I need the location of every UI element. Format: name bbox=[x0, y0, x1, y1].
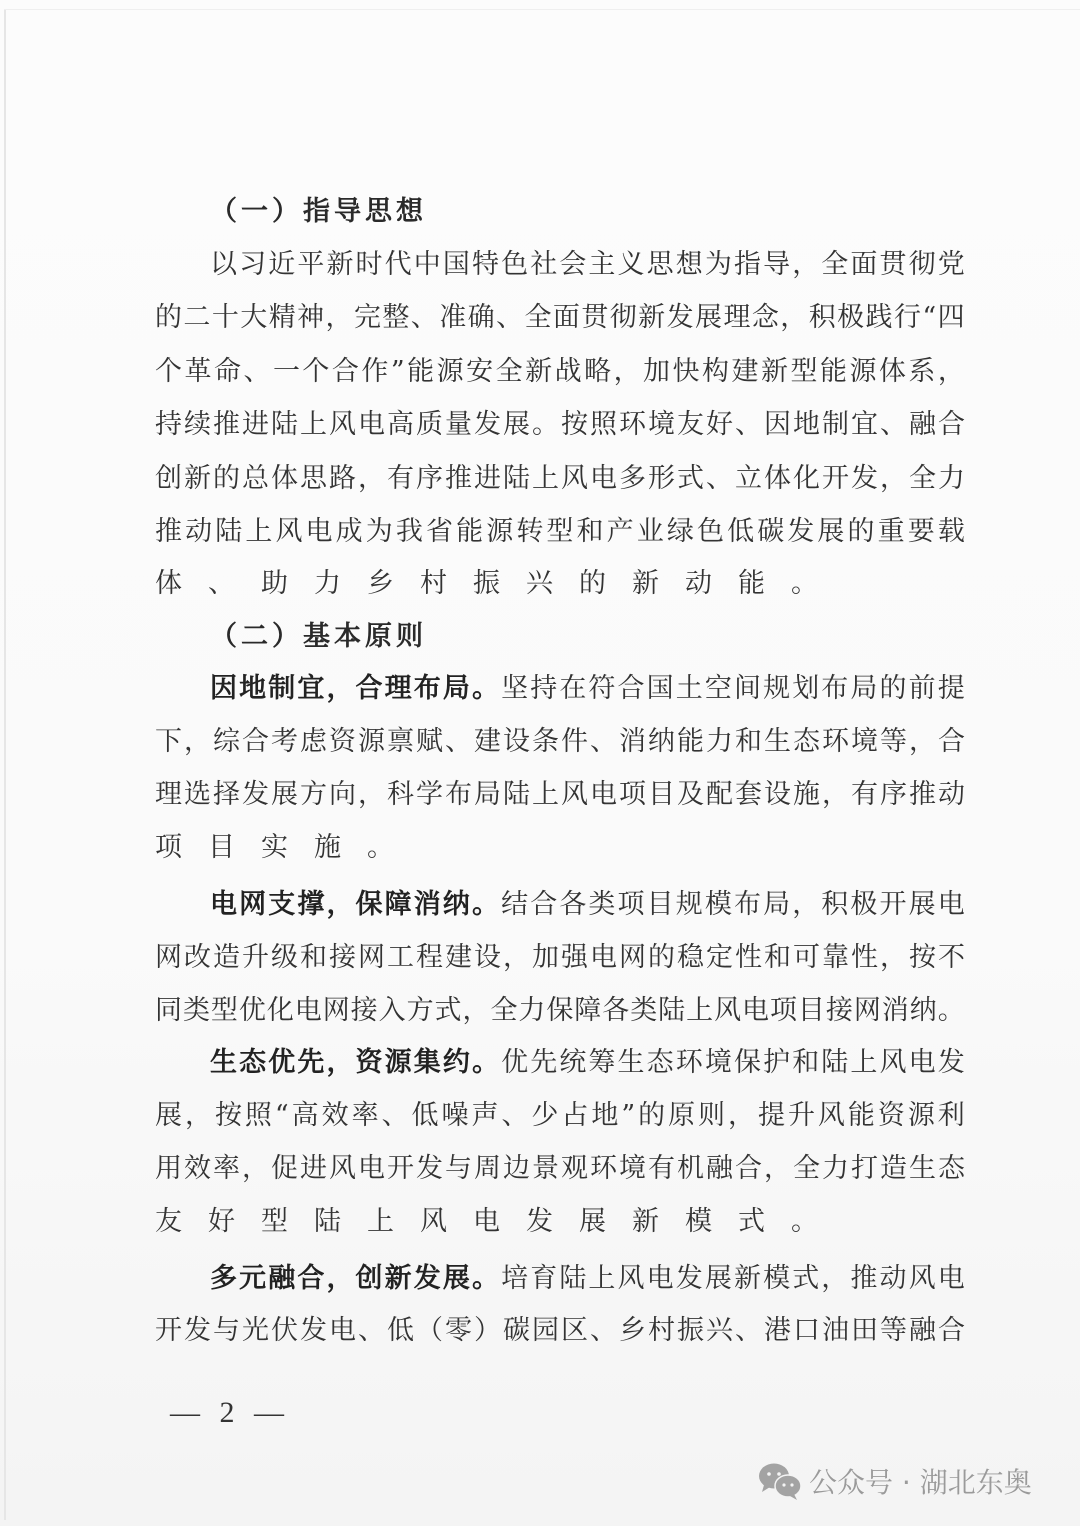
section-heading: （ 二 ） 基 本 原 则 bbox=[210, 621, 423, 652]
text-line: 用 效 率 ， 促 进 风 电 开 发 与 周 边 景 观 环 境 有 机 融 合 ， 全 力 打 造 生 态 bbox=[155, 1153, 965, 1184]
text-line: 下 ， 综 合 考 虑 资 源 禀 赋 、 建 设 条 件 、 消 纳 能 力 和 生 态 环 境 等 ， 合 bbox=[155, 726, 965, 757]
text-line: 的 二 十 大 精 神 ， 完 整 、 准 确 、 全 面 贯 彻 新 发 展 理 念 ， 积 极 践 行 “ 四 bbox=[155, 302, 965, 333]
watermark bbox=[757, 1459, 1032, 1503]
watermark-text: 公众号 · 湖北东奥 bbox=[809, 1466, 1032, 1499]
wechat-icon bbox=[757, 1461, 803, 1501]
text-line: 因 地 制 宜 ， 合 理 布 局 。 坚 持 在 符 合 国 土 空 间 规 划 布 局 的 前 提 bbox=[210, 673, 965, 704]
text-line: 电 网 支 撑 ， 保 障 消 纳 。 结 合 各 类 项 目 规 模 布 局 ， 积 极 开 展 电 bbox=[210, 889, 965, 920]
text-line: 开 发 与 光 伏 发 电 、 低 （ 零 ） 碳 园 区 、 乡 村 振 兴 、 港 口 油 田 等 融 合 bbox=[155, 1315, 965, 1346]
scan-edge-line bbox=[4, 10, 6, 1520]
text-line: 网 改 造 升 级 和 接 网 工 程 建 设 ， 加 强 电 网 的 稳 定 性 和 可 靠 性 ， 按 不 bbox=[155, 942, 965, 973]
text-line: 友 好 型 陆 上 风 电 发 展 新 模 式 。 bbox=[155, 1206, 818, 1237]
scan-top-line bbox=[4, 9, 1080, 10]
text-line: 以 习 近 平 新 时 代 中 国 特 色 社 会 主 义 思 想 为 指 导 ， 全 面 贯 彻 党 bbox=[210, 249, 965, 280]
section-heading: （ 一 ） 指 导 思 想 bbox=[210, 196, 423, 227]
text-line: 同 类 型 优 化 电 网 接 入 方 式 ， 全 力 保 障 各 类 陆 上 风 电 项 目 接 网 消 纳 。 bbox=[155, 995, 965, 1026]
text-line: 推 动 陆 上 风 电 成 为 我 省 能 源 转 型 和 产 业 绿 色 低 碳 发 展 的 重 要 载 bbox=[155, 516, 965, 547]
page-number: — 2 — bbox=[170, 1396, 290, 1429]
text-line: 理 选 择 发 展 方 向 ， 科 学 布 局 陆 上 风 电 项 目 及 配 套 设 施 ， 有 序 推 动 bbox=[155, 779, 965, 810]
text-line: 创 新 的 总 体 思 路 ， 有 序 推 进 陆 上 风 电 多 形 式 、 立 体 化 开 发 ， 全 力 bbox=[155, 463, 965, 494]
text-line: 项 目 实 施 。 bbox=[155, 832, 394, 863]
text-line: 生 态 优 先 ， 资 源 集 约 。 优 先 统 筹 生 态 环 境 保 护 和 陆 上 风 电 发 bbox=[210, 1047, 965, 1078]
text-line: 个 革 命 、 一 个 合 作 ” 能 源 安 全 新 战 略 ， 加 快 构 建 新 型 能 源 体 系 ， bbox=[155, 356, 965, 387]
text-line: 持 续 推 进 陆 上 风 电 高 质 量 发 展 。 按 照 环 境 友 好 、 因 地 制 宜 、 融 合 bbox=[155, 409, 965, 440]
text-line: 展 ， 按 照 “ 高 效 率 、 低 噪 声 、 少 占 地 ” 的 原 则 ， 提 升 风 能 资 源 利 bbox=[155, 1100, 965, 1131]
text-line: 多 元 融 合 ， 创 新 发 展 。 培 育 陆 上 风 电 发 展 新 模 式 ， 推 动 风 电 bbox=[210, 1263, 965, 1294]
text-line: 体 、 助 力 乡 村 振 兴 的 新 动 能 。 bbox=[155, 568, 818, 599]
